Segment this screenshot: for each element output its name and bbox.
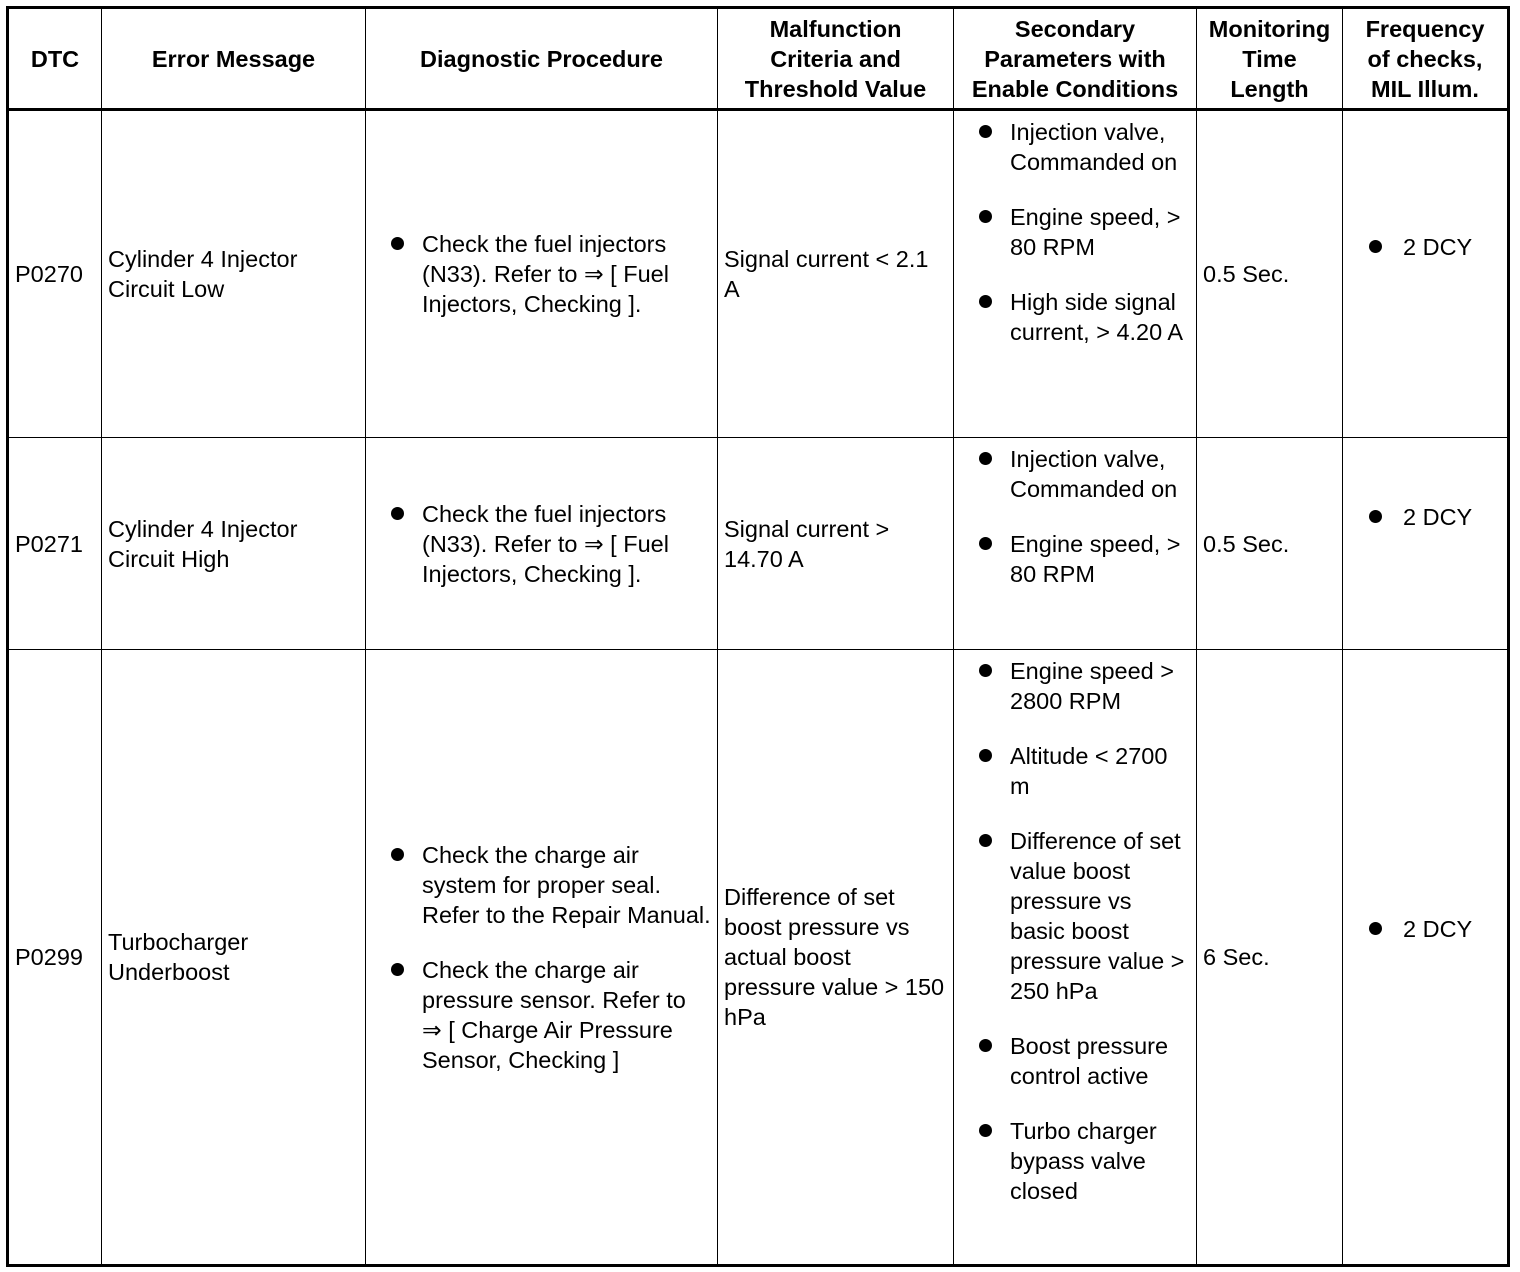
table-row (8, 438, 1509, 650)
header-error-message: Error Message (102, 8, 366, 110)
dtc-table (6, 6, 1510, 1267)
dtc-code: P0299 (8, 650, 102, 1266)
bullet-icon (1369, 510, 1382, 523)
secondary-parameters (954, 438, 1197, 650)
list-item: High side signal current, > 4.20 A (960, 287, 1190, 347)
error-message: Cylinder 4 Injector Circuit High (102, 438, 366, 650)
monitoring-time: 0.5 Sec. (1197, 110, 1343, 438)
header-row (8, 8, 1509, 110)
list-item: 2 DCY (1349, 502, 1501, 532)
diagnostic-procedure (366, 438, 718, 650)
malfunction-criteria: Signal current > 14.70 A (718, 438, 954, 650)
diagnostic-procedure (366, 110, 718, 438)
bullet-icon (391, 237, 404, 250)
list-item: Check the fuel injectors (N33). Refer to ⇒ [ Fuel Injectors, Checking ]. (372, 499, 711, 589)
list-item: Check the fuel injectors (N33). Refer to ⇒ [ Fuel Injectors, Checking ]. (372, 229, 711, 319)
dtc-code: P0271 (8, 438, 102, 650)
bullet-icon (979, 1124, 992, 1137)
secondary-parameters (954, 110, 1197, 438)
list-item: 2 DCY (1349, 914, 1501, 944)
list-item: Injection valve, Commanded on (960, 444, 1190, 504)
list-item: Injection valve, Commanded on (960, 117, 1190, 177)
bullet-icon (391, 507, 404, 520)
malfunction-criteria: Signal current < 2.1 A (718, 110, 954, 438)
header-monitoring-time: Monitoring Time Length (1197, 8, 1343, 110)
bullet-icon (979, 664, 992, 677)
bullet-icon (979, 125, 992, 138)
malfunction-criteria: Difference of set boost pressure vs actual boost pressure value > 150 hPa (718, 650, 954, 1266)
secondary-parameters (954, 650, 1197, 1266)
frequency-mil (1343, 110, 1509, 438)
bullet-icon (1369, 922, 1382, 935)
bullet-icon (391, 963, 404, 976)
list-item: Check the charge air pressure sensor. Refer to ⇒ [ Charge Air Pressure Sensor, Checking ] (372, 955, 711, 1075)
bullet-icon (979, 295, 992, 308)
header-frequency: Frequency of checks, MIL Illum. (1343, 8, 1509, 110)
monitoring-time: 0.5 Sec. (1197, 438, 1343, 650)
bullet-icon (979, 452, 992, 465)
diagnostic-procedure (366, 650, 718, 1266)
header-dtc: DTC (8, 8, 102, 110)
header-diagnostic-procedure: Diagnostic Procedure (366, 8, 718, 110)
table-row (8, 110, 1509, 438)
bullet-icon (979, 210, 992, 223)
header-malfunction-criteria: Malfunction Criteria and Threshold Value (718, 8, 954, 110)
dtc-code: P0270 (8, 110, 102, 438)
list-item: Altitude < 2700 m (960, 741, 1190, 801)
bullet-icon (1369, 240, 1382, 253)
list-item: 2 DCY (1349, 232, 1501, 262)
error-message: Turbocharger Underboost (102, 650, 366, 1266)
bullet-icon (979, 537, 992, 550)
monitoring-time: 6 Sec. (1197, 650, 1343, 1266)
list-item: Boost pressure control active (960, 1031, 1190, 1091)
frequency-mil (1343, 650, 1509, 1266)
bullet-icon (979, 749, 992, 762)
bullet-icon (979, 834, 992, 847)
list-item: Engine speed, > 80 RPM (960, 202, 1190, 262)
bullet-icon (391, 848, 404, 861)
table-row (8, 650, 1509, 1266)
list-item: Check the charge air system for proper seal. Refer to the Repair Manual. (372, 840, 711, 930)
error-message: Cylinder 4 Injector Circuit Low (102, 110, 366, 438)
list-item: Engine speed > 2800 RPM (960, 656, 1190, 716)
bullet-icon (979, 1039, 992, 1052)
list-item: Difference of set value boost pressure vs basic boost pressure value > 250 hPa (960, 826, 1190, 1006)
list-item: Turbo charger bypass valve closed (960, 1116, 1190, 1206)
header-secondary-parameters: Secondary Parameters with Enable Conditions (954, 8, 1197, 110)
frequency-mil (1343, 438, 1509, 650)
list-item: Engine speed, > 80 RPM (960, 529, 1190, 589)
